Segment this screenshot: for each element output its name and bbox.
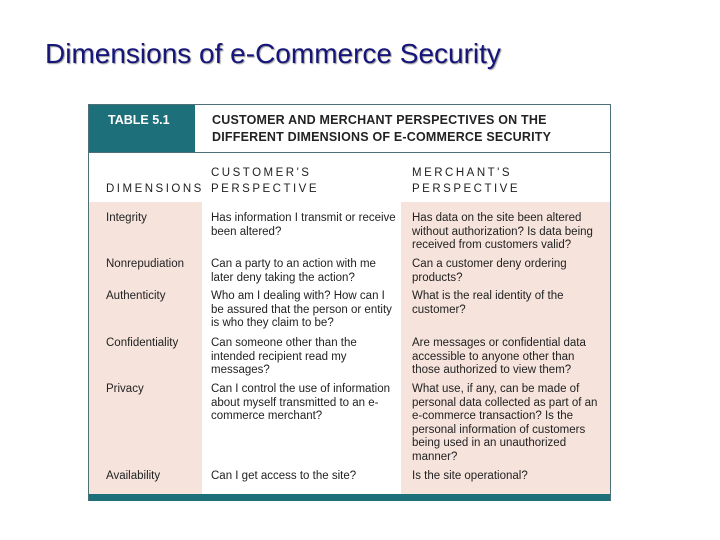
column-header-dimensions: DIMENSIONS bbox=[106, 183, 204, 195]
row-privacy-customer: Can I control the use of information about myself transmitted to an e-commerce merchant? bbox=[211, 383, 390, 423]
row-availability-customer: Can I get access to the site? bbox=[211, 470, 357, 482]
slide-title: Dimensions of e-Commerce Security bbox=[45, 38, 501, 69]
table-caption: CUSTOMER AND MERCHANT PERSPECTIVES ON THE DIFFERENT DIMENSIONS OF E-COMMERCE SECURITY bbox=[212, 113, 552, 144]
row-authenticity-merchant: What is the real identity of the customer? bbox=[412, 290, 564, 316]
row-privacy-merchant: What use, if any, can be made of personal data collected as part of an e-commerce transaction? Is the personal information of customers being used in an unauthorized manner? bbox=[412, 383, 598, 463]
security-table bbox=[88, 104, 611, 501]
row-confidentiality-merchant: Are messages or confidential data accessible to anyone other than those authorized to view them? bbox=[412, 337, 586, 377]
row-nonrepudiation-dimension: Nonrepudiation bbox=[106, 258, 185, 270]
table-body bbox=[89, 202, 610, 495]
row-authenticity-customer: Who am I dealing with? How can I be assured that the person or entity is who they claim to be? bbox=[211, 290, 392, 330]
row-integrity-dimension: Integrity bbox=[106, 212, 147, 224]
row-availability-merchant: Is the site operational? bbox=[412, 470, 528, 482]
table-header bbox=[89, 105, 610, 153]
table-label: TABLE 5.1 bbox=[89, 105, 195, 152]
table-bottom-bar bbox=[89, 494, 610, 501]
column-header-merchant-line1: MERCHANT'S bbox=[412, 167, 513, 179]
row-integrity-merchant: Has data on the site been altered without authorization? Is data being received from customers valid? bbox=[412, 212, 593, 252]
row-integrity-customer: Has information I transmit or receive been altered? bbox=[211, 212, 396, 238]
column-header-customer-line1: CUSTOMER'S bbox=[211, 167, 312, 179]
column-header-customer-line2: PERSPECTIVE bbox=[211, 183, 320, 195]
row-privacy-dimension: Privacy bbox=[106, 383, 144, 395]
row-confidentiality-customer: Can someone other than the intended recipient read my messages? bbox=[211, 337, 357, 377]
column-headers bbox=[89, 152, 610, 202]
row-confidentiality-dimension: Confidentiality bbox=[106, 337, 179, 349]
row-nonrepudiation-merchant: Can a customer deny ordering products? bbox=[412, 258, 567, 284]
row-availability-dimension: Availability bbox=[106, 470, 161, 482]
column-header-merchant-line2: PERSPECTIVE bbox=[412, 183, 521, 195]
row-nonrepudiation-customer: Can a party to an action with me later deny taking the action? bbox=[211, 258, 376, 284]
row-authenticity-dimension: Authenticity bbox=[106, 290, 166, 302]
